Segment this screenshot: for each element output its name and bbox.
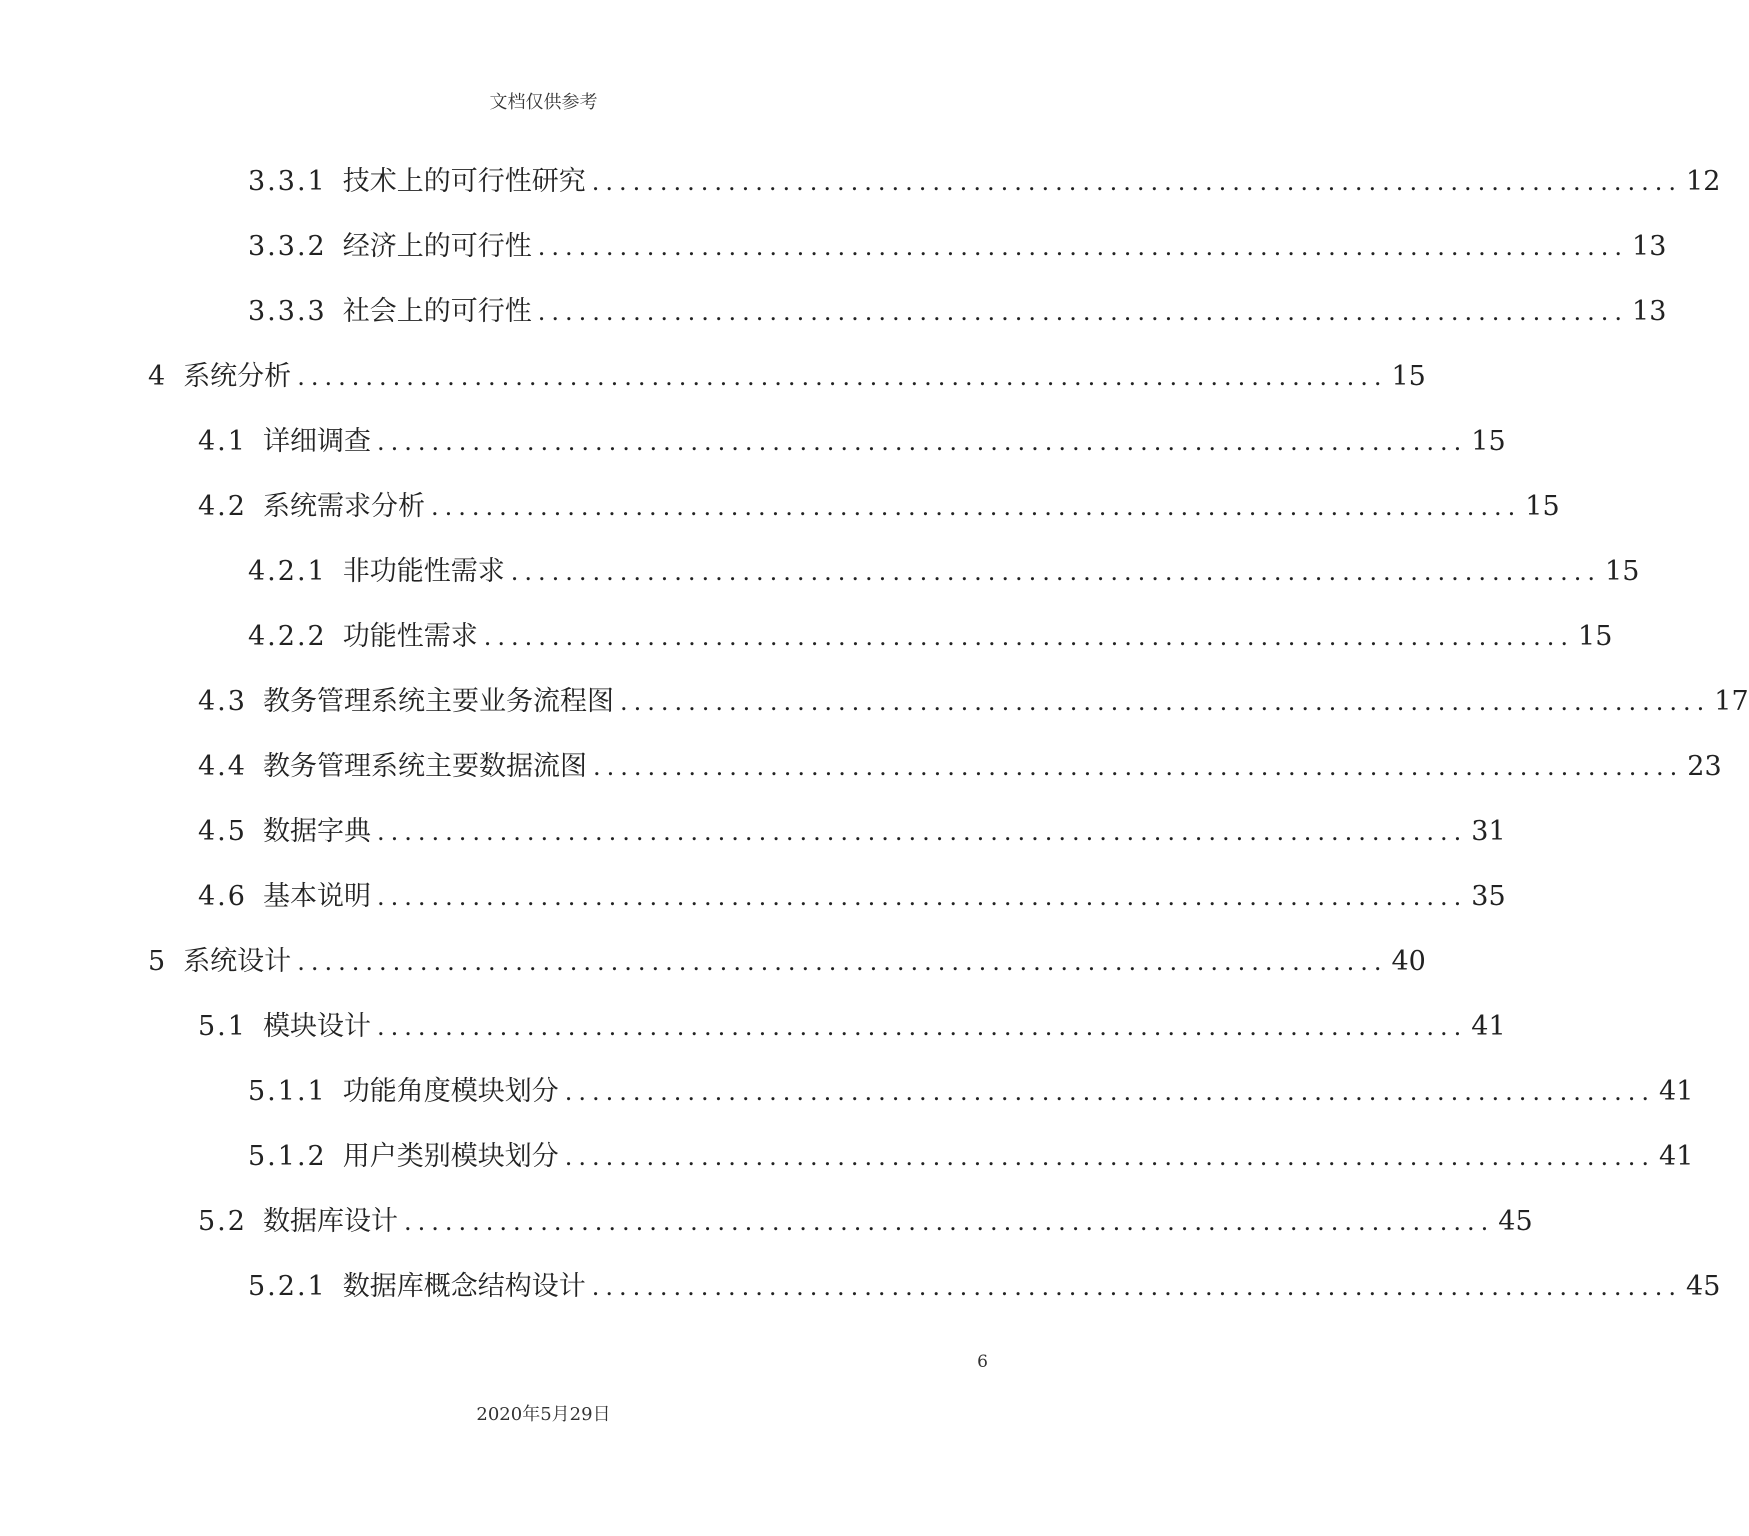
toc-entry-page: 40 (1391, 946, 1426, 977)
toc-entry-title: 系统需求分析 (262, 491, 425, 522)
page-header: 文档仅供参考 (489, 92, 598, 113)
toc-entry-page: 41 (1659, 1141, 1694, 1172)
toc-entry[interactable] (0, 1202, 1533, 1242)
toc-entry-page: 45 (1686, 1271, 1721, 1302)
toc-entry-title: 功能角度模块划分 (342, 1076, 559, 1107)
toc-leader-dots: ................................................................................ (591, 168, 1683, 196)
toc-entry-title: 社会上的可行性 (342, 296, 532, 327)
toc-entry[interactable] (0, 1007, 1506, 1047)
toc-entry-number: 4 (148, 361, 168, 392)
toc-leader-dots: ................................................................................ (376, 1013, 1468, 1041)
toc-entry-title: 教务管理系统主要数据流图 (262, 751, 587, 782)
toc-entry-page: 41 (1471, 1011, 1506, 1042)
toc-entry[interactable] (0, 812, 1506, 852)
toc-entry[interactable] (0, 1072, 1694, 1112)
toc-entry[interactable] (0, 552, 1640, 592)
toc-entry-title: 系统设计 (183, 946, 292, 977)
toc-entry[interactable] (0, 162, 1721, 202)
toc-entry[interactable] (0, 227, 1667, 267)
toc-entry-page: 15 (1471, 426, 1506, 457)
toc-entry-title: 功能性需求 (342, 621, 478, 652)
toc-entry-page: 15 (1605, 556, 1640, 587)
toc-entry-number: 4.3 (198, 686, 247, 717)
toc-entry-page: 23 (1687, 751, 1722, 782)
toc-leader-dots: ................................................................................ (297, 363, 1388, 391)
toc-entry-number: 5.1.2 (248, 1141, 327, 1172)
toc-entry-title: 经济上的可行性 (342, 231, 532, 262)
toc-entry-title: 数据库概念结构设计 (342, 1271, 586, 1302)
toc-leader-dots: ................................................................................ (619, 688, 1711, 716)
toc-entry[interactable] (0, 1267, 1721, 1307)
toc-entry-page: 15 (1578, 621, 1613, 652)
toc-entry[interactable] (0, 682, 1749, 722)
toc-entry-number: 4.5 (198, 816, 247, 847)
toc-entry-number: 5.1.1 (248, 1076, 327, 1107)
toc-entry[interactable] (0, 357, 1426, 397)
toc-entry[interactable] (0, 942, 1426, 982)
toc-leader-dots: ................................................................................ (483, 623, 1575, 651)
toc-entry-number: 5.2.1 (248, 1271, 327, 1302)
toc-leader-dots: ................................................................................ (376, 883, 1468, 911)
toc-entry-number: 3.3.3 (248, 296, 327, 327)
toc-leader-dots: ................................................................................ (510, 558, 1602, 586)
toc-leader-dots: ................................................................................ (592, 753, 1684, 781)
toc-entry-number: 4.2.2 (248, 621, 327, 652)
toc-leader-dots: ................................................................................ (537, 298, 1629, 326)
toc-entry-title: 系统分析 (183, 361, 292, 392)
toc-leader-dots: ................................................................................ (564, 1143, 1656, 1171)
toc-entry-page: 45 (1498, 1206, 1533, 1237)
toc-entry-title: 用户类别模块划分 (342, 1141, 559, 1172)
toc-entry-number: 3.3.1 (248, 166, 327, 197)
toc-entry[interactable] (0, 422, 1506, 462)
toc-entry-number: 4.2 (198, 491, 247, 522)
toc-entry-page: 41 (1659, 1076, 1694, 1107)
toc-entry-title: 非功能性需求 (342, 556, 505, 587)
toc-entry[interactable] (0, 617, 1613, 657)
toc-entry-page: 15 (1391, 361, 1426, 392)
toc-leader-dots: ................................................................................ (591, 1273, 1683, 1301)
toc-entry-title: 模块设计 (262, 1011, 371, 1042)
toc-entry-number: 3.3.2 (248, 231, 327, 262)
toc-leader-dots: ................................................................................ (376, 818, 1468, 846)
toc-entry-number: 4.2.1 (248, 556, 327, 587)
toc-entry-page: 15 (1525, 491, 1560, 522)
toc-entry-page: 17 (1714, 686, 1749, 717)
toc-entry-number: 4.6 (198, 881, 247, 912)
toc-entry-page: 13 (1632, 296, 1667, 327)
toc-entry[interactable] (0, 877, 1506, 917)
toc-entry-number: 5 (148, 946, 168, 977)
toc-entry-title: 教务管理系统主要业务流程图 (262, 686, 614, 717)
toc-entry[interactable] (0, 747, 1722, 787)
toc-entry-page: 31 (1471, 816, 1506, 847)
toc-entry-number: 5.2 (198, 1206, 247, 1237)
toc-entry-page: 13 (1632, 231, 1667, 262)
toc-leader-dots: ................................................................................ (403, 1208, 1495, 1236)
toc-entry-number: 4.1 (198, 426, 247, 457)
toc-entry-title: 详细调查 (262, 426, 371, 457)
toc-entry-title: 数据库设计 (262, 1206, 398, 1237)
toc-entry[interactable] (0, 487, 1560, 527)
toc-entry-page: 12 (1686, 166, 1721, 197)
toc-entry-number: 5.1 (198, 1011, 247, 1042)
toc-entry-page: 35 (1471, 881, 1506, 912)
toc-entry-title: 技术上的可行性研究 (342, 166, 586, 197)
page-number: 6 (977, 1352, 988, 1372)
toc-leader-dots: ................................................................................ (376, 428, 1468, 456)
toc-entry-title: 数据字典 (262, 816, 371, 847)
toc-leader-dots: ................................................................................ (297, 948, 1388, 976)
toc-entry-title: 基本说明 (262, 881, 371, 912)
toc-entry-number: 4.4 (198, 751, 247, 782)
toc-leader-dots: ................................................................................ (564, 1078, 1656, 1106)
toc-entry[interactable] (0, 1137, 1694, 1177)
page-footer-date: 2020年5月29日 (476, 1404, 611, 1425)
toc-entry[interactable] (0, 292, 1667, 332)
toc-leader-dots: ................................................................................ (430, 493, 1522, 521)
toc-leader-dots: ................................................................................ (537, 233, 1629, 261)
